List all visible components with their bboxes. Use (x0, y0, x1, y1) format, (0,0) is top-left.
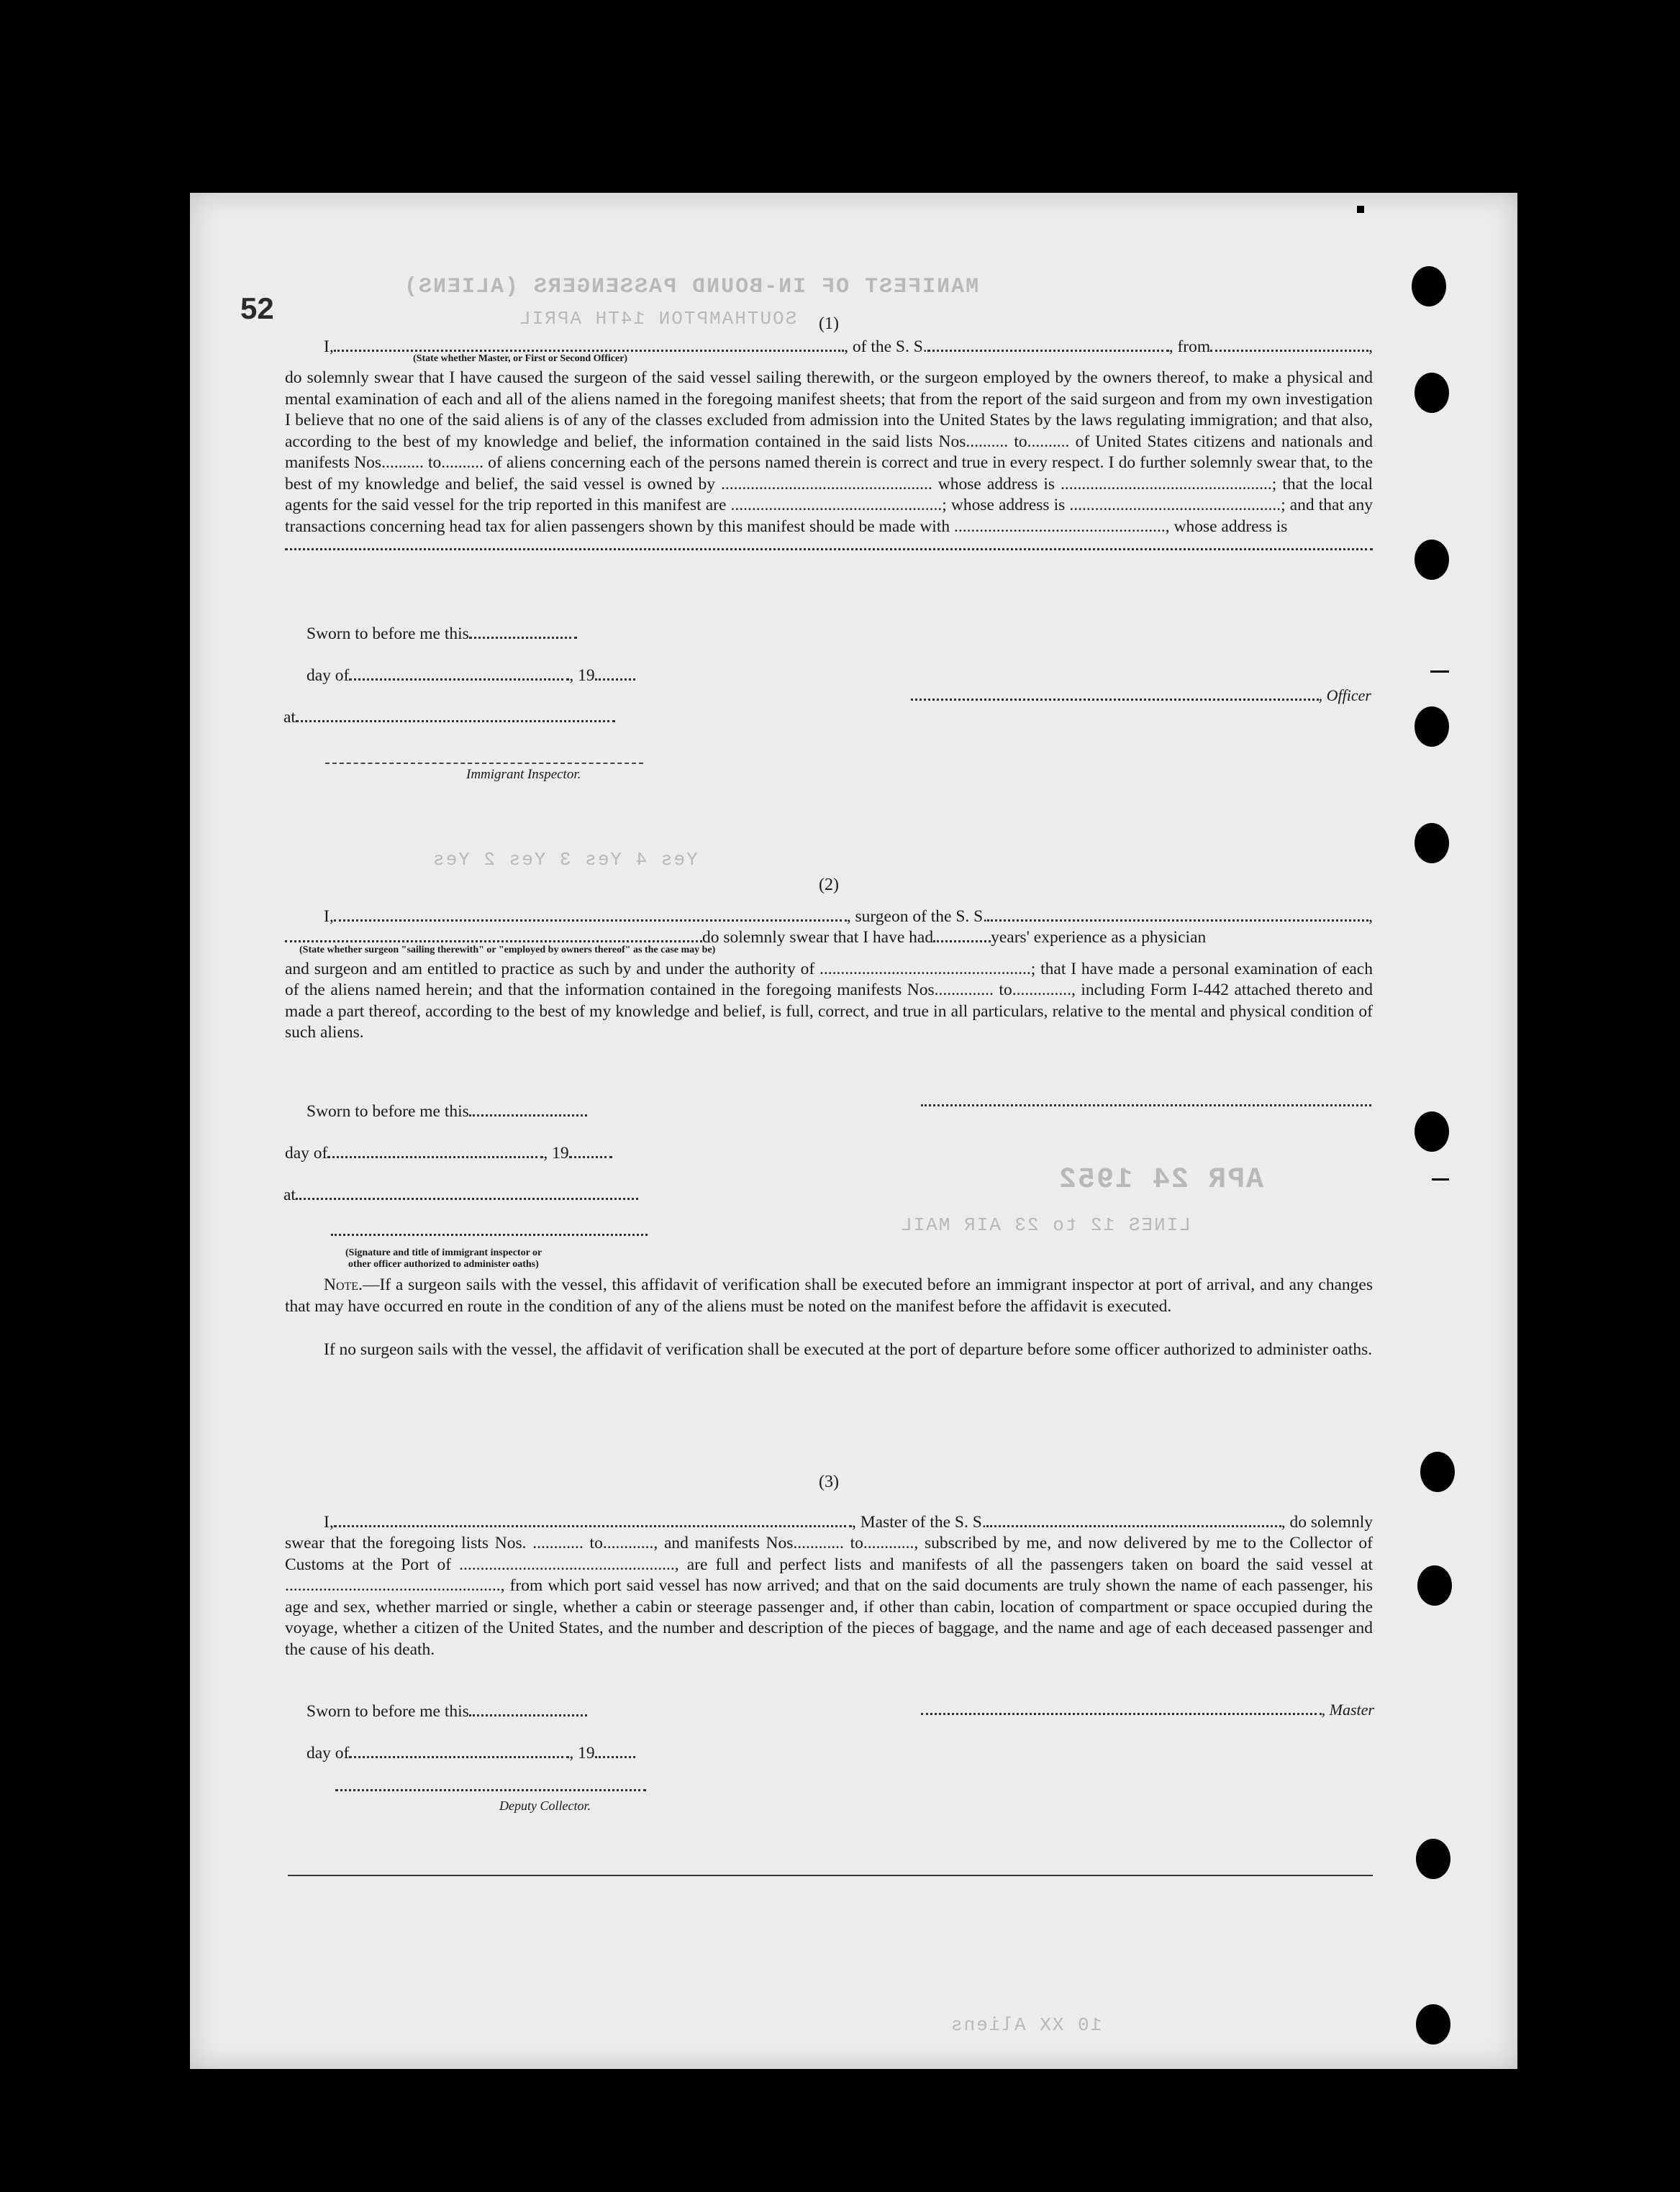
deputy-caption: Deputy Collector. (499, 1798, 591, 1813)
year-label: , 19 (569, 1744, 595, 1763)
month-field[interactable] (327, 1152, 543, 1158)
sworn-date-field[interactable] (469, 1711, 587, 1716)
section-3-first-line (285, 1512, 1373, 1534)
note-label: Note. (324, 1275, 363, 1294)
day-of-label: day of (307, 1744, 350, 1763)
year-field[interactable] (595, 675, 635, 681)
sworn-date-field[interactable] (469, 1111, 587, 1117)
note-text: —If a surgeon sails with the vessel, this affidavit of verification shall be executed before an immigrant inspector at port of arrival, and any changes that may have occurred en route in the condition of any of the aliens must be noted on the manifest before the affidavit is executed. (285, 1275, 1373, 1316)
binder-hole (1416, 1839, 1450, 1879)
sworn-label: Sworn to before me this (307, 1102, 469, 1121)
section-3-oath-text: swear that the foregoing lists Nos. ............ to............, and manifests Nos............ to............, subscribed by me, and now delivered by me to the Collector of Customs at the Port of ..................................................., are full and perfect lists and manifests of all the passengers taken on board the said vessel at ..................................................., from which port said vessel has now arrived; and that on the said documents are truly shown the name of each passenger, his age and sex, whether married or single, whether a cabin or steerage passenger and, if other than cabin, location of compartment or space occupied during the voyage, whether a citizen of the United States, and the number and description of the pieces of baggage, and the name and age of each deceased passenger and the cause of his death. (285, 1534, 1373, 1659)
master-signature (921, 1701, 1374, 1719)
i-label: I, (324, 337, 334, 356)
sworn-label: Sworn to before me this (307, 1702, 469, 1721)
bleed-through-line: LINES 12 to 23 AIR MAIL (899, 1214, 1191, 1236)
month-field[interactable] (349, 675, 569, 681)
officer-signature-field[interactable] (911, 695, 1319, 701)
rank-caption: (State whether Master, or First or Second Officer) (413, 353, 628, 364)
section-3-sworn-block (307, 1701, 635, 1764)
note-paragraph-2: If no surgeon sails with the vessel, the affidavit of verification shall be executed at the port of departure before some officer authorized to administer oaths. (324, 1340, 1373, 1359)
day-of-label: day of (285, 1144, 328, 1163)
month-field[interactable] (349, 1752, 569, 1758)
surgeon-signature-field[interactable] (921, 1101, 1371, 1106)
bleed-through-line: Yes 4 Yes 3 Yes 2 Yes (432, 849, 698, 870)
bottom-rule (288, 1875, 1373, 1876)
deputy-signature-line[interactable] (335, 1787, 646, 1791)
sworn-date-field[interactable] (469, 633, 577, 639)
officer-rank-field[interactable] (334, 346, 844, 352)
surgeon-status-field[interactable] (285, 937, 702, 942)
section-2-first-line (285, 906, 1373, 928)
place-field[interactable] (296, 717, 615, 722)
section-2-number: (2) (819, 876, 839, 894)
section-1-oath-text: do solemnly swear that I have caused the surgeon of the said vessel sailing therewith, or the surgeon employed by the owners thereof, to make a physical and mental examination of each and all of the aliens named in the foregoing manifest sheets; that from the report of the said surgeon and from my own investigation I believe that no one of the said aliens is of any of the classes excluded from admission into the United States by the laws regulating immigration; and that also, according to the best of my knowledge and belief, the information contained in the said lists Nos.......... to.......... of United States citizens and nationals and manifests Nos.......... to.......... of aliens concerning each of the persons named therein is correct and true in every respect. I do further solemnly swear that, to the best of my knowledge and belief, the said vessel is owned by .................................................. whose address is ..................................................; that the local agents for the said vessel for the trip reported in this manifest are ..................................................; whose address is ..................................................; and that any transactions concerning head tax for alien passengers shown by this manifest should be made with .................................................., whose address is (285, 368, 1373, 536)
section-1 (285, 314, 1373, 550)
master-vessel-field[interactable] (986, 1522, 1281, 1527)
at-label: at (283, 708, 296, 727)
section-3-number: (3) (819, 1473, 839, 1491)
section-2-sworn-block (283, 1101, 638, 1206)
surgeon-vessel-field[interactable] (987, 916, 1368, 922)
surgeon-caption: (State whether surgeon "sailing therewith" or "employed by owners thereof" as the case may be) (299, 944, 716, 955)
master-signature-field[interactable] (921, 1709, 1322, 1715)
binder-hole (1415, 1111, 1449, 1152)
extra-address-field[interactable] (285, 545, 1373, 550)
inspector-caption: Immigrant Inspector. (466, 767, 581, 782)
bleed-through-stamp: APR 24 1952 (1058, 1164, 1264, 1196)
surgeon-signature (921, 1101, 1371, 1106)
i-label: I, (324, 906, 334, 926)
surgeon-of-ss-label: , surgeon of the S. S. (846, 906, 988, 926)
blank-line (285, 545, 1373, 550)
page-number: 52 (240, 291, 274, 325)
year-label: , 19 (569, 666, 595, 685)
edge-mark (1357, 206, 1364, 213)
binder-hole (1415, 823, 1449, 863)
experience-label: do solemnly swear that I have had (702, 928, 934, 947)
binder-hole (1420, 1452, 1455, 1492)
binder-hole (1417, 1565, 1452, 1606)
from-label: , from (1168, 337, 1211, 356)
comma: , (1368, 906, 1373, 926)
i-label: I, (324, 1512, 334, 1532)
comma: , (1368, 337, 1373, 356)
do-solemnly-label: , do solemnly (1281, 1512, 1373, 1532)
bleed-through-footer: 10 XX Aliens (950, 2014, 1102, 2036)
physician-label: years' experience as a physician (991, 928, 1207, 947)
bleed-through-line: SOUTHAMPTON 14TH APRIL (518, 308, 797, 329)
years-field[interactable] (933, 937, 991, 942)
at-label: at (283, 1186, 296, 1204)
master-of-ss-label: , Master of the S. S. (852, 1512, 986, 1532)
section-1-number: (1) (819, 314, 839, 333)
vessel-name-field[interactable] (927, 346, 1169, 352)
year-field[interactable] (595, 1752, 635, 1758)
officer-label: , Officer (1318, 686, 1371, 704)
place-field[interactable] (296, 1194, 638, 1200)
section-2-oath-text: and surgeon and am entitled to practice as such by and under the authority of ..................................................; that I have made a personal examination of each of the aliens named herein; and that the information contained in the foregoing manifests Nos.............. to.............., including Form I-442 attached thereto and made a part thereof, according to the best of my knowledge and belief, is full, correct, and true in all particulars, relative to the mental and physical condition of such aliens. (285, 959, 1373, 1042)
binder-hole (1412, 266, 1446, 306)
edge-mark (1430, 670, 1449, 673)
sig-caption-2: other officer authorized to administer oaths) (348, 1259, 539, 1270)
edge-mark (1432, 1178, 1449, 1181)
inspector-signature-line[interactable] (325, 763, 643, 764)
binder-hole (1415, 540, 1449, 580)
sworn-label: Sworn to before me this (307, 624, 469, 643)
section-3 (285, 1472, 1373, 1660)
surgeon-name-field[interactable] (334, 916, 847, 922)
sig-caption-1: (Signature and title of immigrant inspector or (345, 1247, 542, 1258)
binder-hole (1415, 706, 1449, 747)
day-of-label: day of (307, 666, 350, 685)
section-2 (285, 875, 1373, 1044)
note-paragraph (285, 1275, 1373, 1317)
binder-hole (1416, 2004, 1450, 2045)
year-label: , 19 (543, 1144, 569, 1163)
year-field[interactable] (569, 1152, 612, 1158)
binder-hole (1415, 373, 1449, 413)
officer-signature (911, 686, 1371, 705)
officer-signature-line[interactable] (331, 1232, 648, 1236)
from-port-field[interactable] (1210, 346, 1368, 352)
master-label: , Master (1321, 1701, 1374, 1719)
section-1-sworn-block (283, 623, 635, 728)
bleed-through-header: MANIFEST OF IN-BOUND PASSENGERS (ALIENS) (403, 275, 979, 299)
master-name-field[interactable] (334, 1522, 852, 1527)
of-the-ss-label: , of the S. S. (844, 337, 927, 356)
